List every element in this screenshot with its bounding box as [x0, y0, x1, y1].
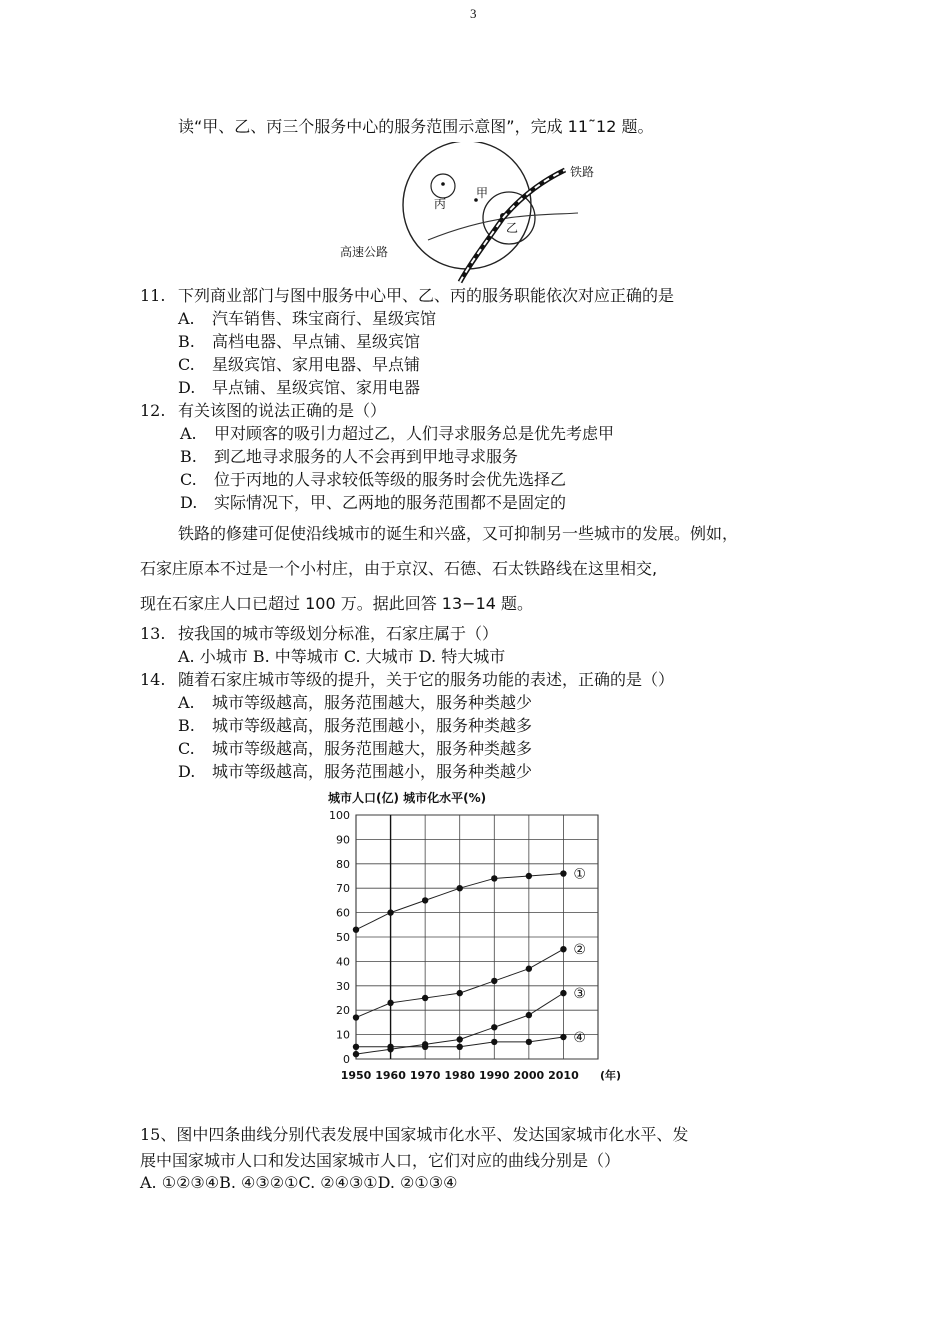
y-tick-label: 90	[336, 833, 350, 847]
y-tick-label: 40	[336, 955, 350, 969]
data-point	[457, 1044, 463, 1050]
data-point	[491, 875, 497, 881]
question-number: 11.	[140, 286, 166, 305]
y-tick-label: 100	[329, 809, 350, 822]
data-point	[526, 966, 532, 972]
service-circle-bing	[431, 174, 455, 198]
q12-option-a: A. 甲对顾客的吸引力超过乙，人们寻求服务总是优先考虑甲	[180, 424, 615, 443]
y-tick-label: 0	[343, 1053, 350, 1066]
data-point	[353, 1044, 359, 1050]
question-number: 14.	[140, 670, 166, 689]
q14-option-d: D. 城市等级越高，服务范围越小，服务种类越少	[178, 762, 533, 781]
series-label: ④	[573, 1030, 586, 1047]
x-tick-label: 1970	[409, 1069, 441, 1082]
data-point	[422, 995, 428, 1001]
x-axis-label: (年)	[600, 1069, 622, 1082]
question-11	[140, 283, 674, 306]
x-tick-label: 2010	[548, 1069, 579, 1082]
chart-series	[353, 867, 586, 1058]
x-tick-label: 1990	[478, 1069, 510, 1082]
bing-center-dot	[441, 182, 445, 186]
data-point	[491, 1039, 497, 1045]
y-tick-label: 80	[336, 857, 350, 871]
question-text: 下列商业部门与图中服务中心甲、乙、丙的服务职能依次对应正确的是	[178, 286, 675, 305]
x-tick-label: 1980	[444, 1069, 476, 1082]
label-jia: 甲	[476, 186, 489, 200]
intro-railway-line3: 现在石家庄人口已超过 100 万。据此回答 13−14 题。	[140, 594, 534, 613]
series-label: ②	[573, 942, 586, 959]
data-point	[457, 990, 463, 996]
question-number: 12.	[140, 401, 166, 420]
highway-label: 高速公路	[340, 245, 389, 259]
intro-text-map: 读“甲、乙、丙三个服务中心的服务范围示意图”，完成 11˜12 题。	[178, 117, 654, 136]
question-15-line2: 展中国家城市人口和发达国家城市人口，它们对应的曲线分别是（）	[140, 1151, 621, 1170]
page-number: 3	[470, 6, 477, 21]
q14-option-c: C. 城市等级越高，服务范围越大，服务种类越多	[178, 739, 533, 758]
y-tick-label: 50	[336, 931, 350, 944]
question-15-options: A. ①②③④B. ④③②①C. ②④③①D. ②①③④	[140, 1173, 458, 1192]
data-point	[387, 1000, 393, 1006]
data-point	[457, 1036, 463, 1042]
q11-option-b: B. 高档电器、早点铺、星级宾馆	[178, 332, 421, 351]
q14-option-a: A. 城市等级越高，服务范围越大，服务种类越少	[178, 693, 533, 712]
question-13	[140, 621, 498, 644]
q14-option-b: B. 城市等级越高，服务范围越小，服务种类越多	[178, 716, 533, 735]
data-point	[387, 909, 393, 915]
chart-x-ticks	[341, 1068, 621, 1082]
question-number: 13.	[140, 624, 166, 643]
urbanization-line-chart	[320, 785, 640, 1085]
question-text: 随着石家庄城市等级的提升，关于它的服务功能的表述，正确的是（）	[178, 670, 675, 689]
chart-grid	[356, 815, 598, 1059]
y-tick-label: 20	[336, 1004, 350, 1018]
data-point	[491, 978, 497, 984]
data-point	[491, 1024, 497, 1030]
q13-options: A. 小城市 B. 中等城市 C. 大城市 D. 特大城市	[178, 647, 506, 666]
service-range-map	[340, 142, 630, 284]
series-label: ③	[573, 986, 586, 1003]
data-point	[560, 1034, 566, 1040]
question-15-line1: 15、图中四条曲线分别代表发展中国家城市化水平、发达国家城市化水平、发	[140, 1125, 689, 1144]
q11-option-a: A. 汽车销售、珠宝商行、星级宾馆	[178, 309, 437, 328]
data-point	[560, 870, 566, 876]
question-12	[140, 398, 386, 421]
q11-option-d: D. 早点铺、星级宾馆、家用电器	[178, 378, 421, 397]
question-text: 按我国的城市等级划分标准，石家庄属于（）	[178, 624, 499, 643]
data-point	[422, 897, 428, 903]
data-point	[560, 990, 566, 996]
y-tick-label: 30	[336, 979, 350, 993]
q11-option-c: C. 星级宾馆、家用电器、早点铺	[178, 355, 421, 374]
data-point	[526, 1039, 532, 1045]
label-bing: 丙	[434, 197, 447, 211]
x-tick-label: 1950	[340, 1069, 372, 1082]
data-point	[526, 1012, 532, 1018]
q12-option-d: D. 实际情况下，甲、乙两地的服务范围都不是固定的	[180, 493, 567, 512]
chart-ylabel: 城市人口(亿) 城市化水平(%)	[328, 791, 487, 805]
question-14	[140, 667, 674, 690]
intro-railway-line2: 石家庄原本不过是一个小村庄，由于京汉、石德、石太铁路线在这里相交,	[140, 559, 658, 578]
x-tick-label: 2000	[513, 1069, 545, 1082]
intro-railway-line1: 铁路的修建可促使沿线城市的诞生和兴盛，又可抑制另一些城市的发展。例如，	[178, 524, 739, 543]
data-point	[353, 926, 359, 932]
data-point	[560, 946, 566, 952]
x-tick-label: 1960	[375, 1069, 406, 1082]
data-point	[457, 885, 463, 891]
y-tick-label: 10	[336, 1028, 350, 1042]
data-point	[526, 873, 532, 879]
series-label: ①	[573, 866, 586, 883]
data-point	[353, 1051, 359, 1057]
label-yi: 乙	[506, 221, 519, 235]
question-text: 有关该图的说法正确的是（）	[178, 401, 387, 420]
q12-option-b: B. 到乙地寻求服务的人不会再到甲地寻求服务	[180, 447, 519, 466]
q12-option-c: C. 位于丙地的人寻求较低等级的服务时会优先选择乙	[180, 470, 567, 489]
y-tick-label: 70	[336, 882, 350, 896]
data-point	[387, 1044, 393, 1050]
y-tick-label: 60	[336, 906, 350, 920]
railway-label: 铁路	[570, 165, 595, 179]
data-point	[353, 1014, 359, 1020]
chart-y-ticks	[329, 809, 350, 1066]
data-point	[422, 1044, 428, 1050]
